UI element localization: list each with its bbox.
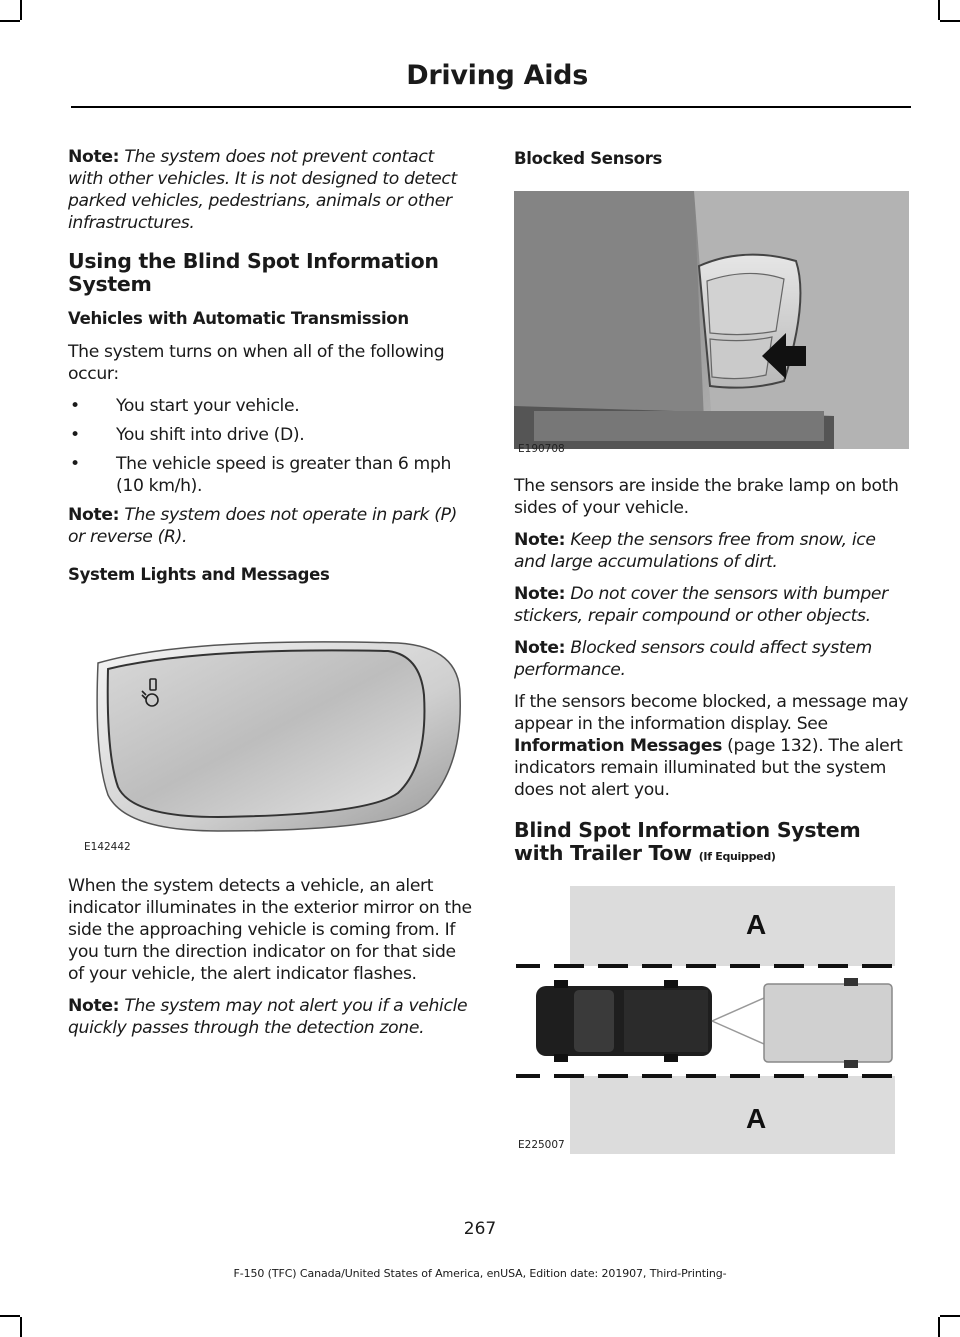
sensors-text: The sensors are inside the brake lamp on both sides of your vehicle. [514, 476, 899, 518]
note-paragraph [514, 583, 909, 627]
intro-text: The system turns on when all of the following occur: [68, 342, 445, 384]
figure-code: E190708 [518, 443, 565, 455]
list-item-text: The vehicle speed is greater than 6 mph (10 km/h). [116, 454, 452, 496]
note-label: Note: [514, 584, 566, 604]
left-column [68, 146, 473, 1049]
subheading-lights: System Lights and Messages [68, 565, 330, 584]
note-label: Note: [68, 505, 120, 525]
bullet: • [70, 454, 80, 474]
note-text: Blocked sensors could affect system performance. [514, 638, 872, 680]
subheading-blocked: Blocked Sensors [514, 149, 663, 168]
crop-mark [938, 0, 940, 20]
list-item-text: You start your vehicle. [116, 396, 300, 416]
list-item [68, 453, 473, 497]
trailer-heading-text: Blind Spot Information System with Trailer Tow [514, 818, 861, 865]
zone-label-bottom: A [746, 1103, 767, 1134]
note-label: Note: [514, 638, 566, 658]
section-heading-trailer [514, 819, 909, 868]
crop-mark [0, 1315, 20, 1317]
section-heading-using: Using the Blind Spot Information System [68, 249, 439, 296]
crop-mark [940, 20, 960, 22]
crop-mark [20, 1317, 22, 1337]
note-paragraph [68, 995, 473, 1039]
zone-label-top: A [746, 909, 767, 940]
list-item-text: You shift into drive (D). [116, 425, 305, 445]
note-paragraph [68, 146, 473, 234]
blocked-text-a: If the sensors become blocked, a message may appear in the information display. See [514, 692, 909, 734]
crop-mark [938, 1317, 940, 1337]
note-label: Note: [68, 147, 120, 167]
figure-code: E225007 [518, 1139, 565, 1151]
note-paragraph [514, 637, 909, 681]
blocked-text-b: (page 132). The alert indicators remain illuminated but the system does not alert you. [514, 736, 903, 800]
crop-mark [20, 0, 22, 20]
note-text: Do not cover the sensors with bumper stickers, repair compound or other objects. [514, 584, 888, 626]
note-paragraph [68, 504, 473, 548]
figure-code: E142442 [84, 841, 131, 853]
brake-lamp-illustration [514, 191, 909, 449]
trailer-tow-figure [514, 886, 909, 1161]
note-text: The system does not operate in park (P) or reverse (R). [68, 505, 457, 547]
crop-mark [940, 1315, 960, 1317]
right-column [514, 146, 909, 1175]
truck-icon [536, 980, 712, 1062]
note-label: Note: [68, 996, 120, 1016]
mirror-figure [68, 635, 473, 855]
subheading-automatic: Vehicles with Automatic Transmission [68, 309, 409, 328]
page-number: 267 [463, 1219, 497, 1239]
mirror-illustration [68, 635, 468, 855]
conditions-list [68, 395, 473, 497]
bullet: • [70, 396, 80, 416]
bullet: • [70, 425, 80, 445]
crop-mark [0, 20, 20, 22]
brake-lamp-figure [514, 191, 909, 461]
information-messages-link[interactable]: Information Messages [514, 736, 723, 756]
note-text: Keep the sensors free from snow, ice and large accumulations of dirt. [514, 530, 876, 572]
blocked-text [514, 691, 909, 801]
note-label: Note: [514, 530, 566, 550]
note-text: The system does not prevent contact with other vehicles. It is not designed to detect parked vehicles, pedestrians, animals or other infrastructures. [68, 147, 457, 233]
list-item [68, 424, 473, 446]
header-rule [71, 106, 911, 108]
note-paragraph [514, 529, 909, 573]
footer-text: F-150 (TFC) Canada/United States of America, enUSA, Edition date: 201907, Third-Printing- [233, 1267, 727, 1280]
list-item [68, 395, 473, 417]
page-title: Driving Aids [406, 60, 588, 91]
detect-text: When the system detects a vehicle, an alert indicator illuminates in the exterior mirror on the side the approaching vehicle is coming from. If you turn the direction indicator on for that side of your vehicle, the alert indicator flashes. [68, 876, 472, 984]
trailer-tow-illustration [514, 886, 909, 1161]
if-equipped-label: (If Equipped) [698, 850, 776, 863]
note-text: The system may not alert you if a vehicle quickly passes through the detection zone. [68, 996, 468, 1038]
